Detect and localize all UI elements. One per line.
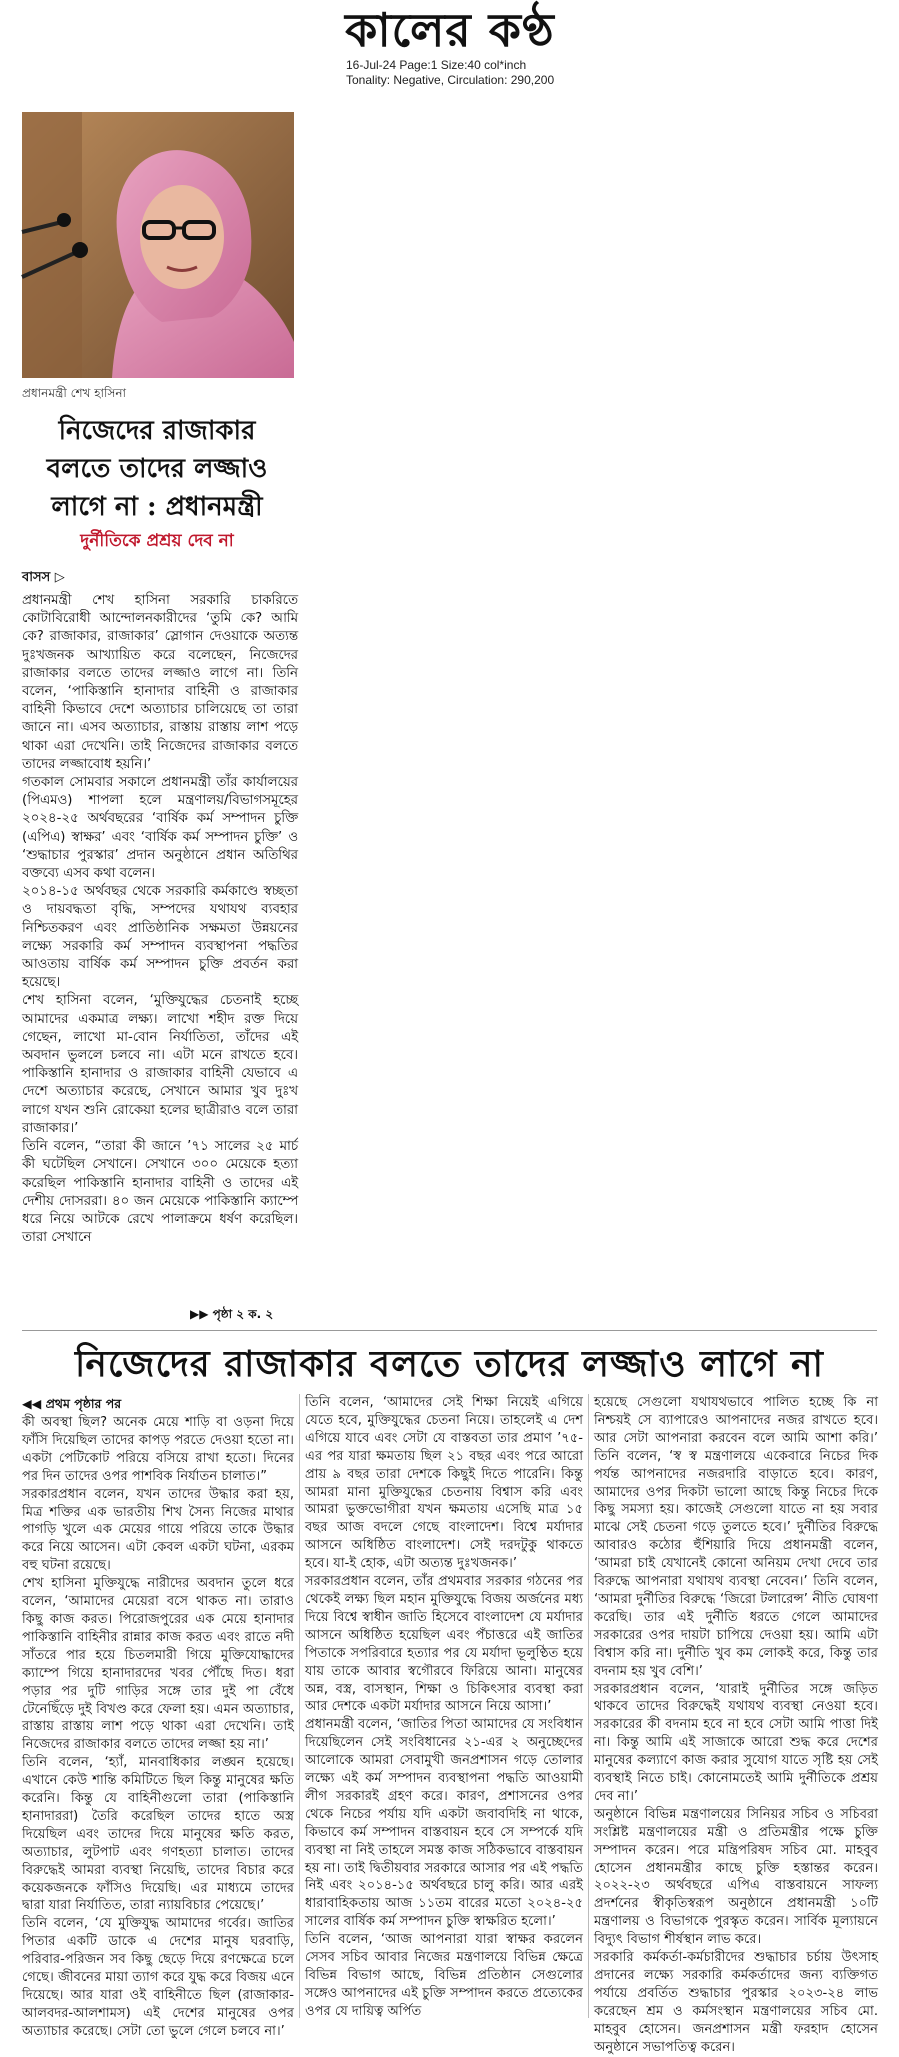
paragraph: তিনি বলেন, ‘যে মুক্তিযুদ্ধ আমাদের গর্বের। জাতির পিতার একটি ডাকে এ দেশের মানুষ ঘরবাড়ি, পরিবার-পরিজন সব কিছু ছেড়ে দিয়ে রণক্ষেত্রে চলে গেছে। জীবনের মায়া ত্যাগ করে যুদ্ধ করে বিজয় এনে দিয়েছে। আর যারা ওই বাহিনীতে ছিল (রাজাকার-আলবদর-আলশামস) এই দেশের মানুষের ওপর অত্যাচার করেছে। সেটা তো ভুলে গেলে চলবে না।’ (22, 1916, 294, 2039)
article-body-front (22, 592, 298, 1300)
section-divider (22, 1330, 877, 1331)
masthead (300, 4, 600, 56)
continuation-headline: নিজেদের রাজাকার বলতে তাদের লজ্জাও লাগে না (75, 1343, 824, 1385)
continuation-column-3 (594, 1394, 878, 2055)
paragraph: কী অবস্থা ছিল? অনেক মেয়ে শাড়ি বা ওড়না দিয়ে ফাঁসি দিয়েছিল তাদের কাপড় পরতে দেওয়া হতো না। একটা পেটিকোট পরিয়ে বসিয়ে রাখা হতো। দিনের পর দিন তাদের ওপর পাশবিক নির্যাতন চালাত।” (22, 1415, 294, 1484)
newspaper-title: কালের কণ্ঠ (345, 3, 555, 57)
clipping-meta (346, 58, 646, 88)
continuation-column-1 (22, 1414, 294, 2039)
paragraph: সরকারি কর্মকর্তা-কর্মচারীদের শুদ্ধাচার চর্চায় উৎসাহ প্রদানের লক্ষ্যে সরকারি কর্মকর্তাদের জন্য ব্যক্তিগত পর্যায়ে প্রবর্তিত শুদ্ধাচার পুরস্কার ২০২৩-২৪ লাভ করেছেন শ্রম ও কর্মসংস্থান মন্ত্রণালয়ের সচিব মো. মাহবুব হোসেন। জনপ্রশাসন মন্ত্রী ফরহাদ হোসেন অনুষ্ঠানে সভাপতিত্ব করেন। (594, 1950, 878, 2055)
paragraph: তিনি বলেন, ‘আমাদের সেই শিক্ষা নিয়েই এগিয়ে যেতে হবে, মুক্তিযুদ্ধের চেতনা নিয়ে। তাহলেই এ দেশ এগিয়ে যাবে এবং সেটা যে বাস্তবতা তার প্রমাণ ’৭৫-এর পর যারা ক্ষমতায় ছিল ২১ বছর এবং পরে আরো প্রায় ৯ বছর তারা দেশকে কিছুই দিতে পারেনি। কিন্তু আমরা মানা মুক্তিযুদ্ধের চেতনায় বিশ্বাস করি এবং আমরা ভুক্তভোগীরা যখন ক্ষমতায় এসেছি মাত্র ১৫ বছর আজ বদলে গেছে বাংলাদেশ। বিশ্বে মর্যাদার আসনে অধিষ্ঠিত বাংলাদেশ। সেই দরদটুকু থাকতে হবে। যা-ই হোক, এটা অত্যন্ত দুঃখজনক।’ (305, 1395, 583, 1572)
article-photo (22, 112, 294, 378)
paragraph: তিনি বলেন, ‘হ্যাঁ, মানবাধিকার লঙ্ঘন হয়েছে। এখানে কেউ শান্তি কমিটিতে ছিল কিন্তু মানুষের ক্ষতি করেনি। কিন্তু যে বাহিনীগুলো তারা (পাকিস্তানি হানাদাররা) তৈরি করেছিল তাদের হাতে অস্ত্র দিয়েছিল এবং তাদের দিয়ে মানুষের ক্ষতি করত, অত্যাচার, লুটপাট এবং গণহত্যা চালাত। তাদের বিরুদ্ধেই আমরা ব্যবস্থা নিয়েছি, তাদের বিচার করে কয়েকজনকে ফাঁসিও দিয়েছি। এর মাধ্যমে তাদের দ্বারা যারা নির্যাতিত, তারা ন্যায়বিচার পেয়েছে।’ (22, 1755, 294, 1914)
paragraph: শেখ হাসিনা বলেন, ‘মুক্তিযুদ্ধের চেতনাই হচ্ছে আমাদের একমাত্র লক্ষ্য। লাখো শহীদ রক্ত দিয়ে গেছেন, লাখো মা-বোন নির্যাতিতা, তাঁদের এই অবদান ভুললে চলবে না। এটা মনে রাখতে হবে। পাকিস্তানি হানাদার ও রাজাকার বাহিনী যেভাবে এ দেশে অত্যাচার করেছে, সেখানে আমার খুব দুঃখ লাগে যখন শুনি রোকেয়া হলের ছাত্রীরাও বলে তারা রাজাকার।’ (22, 993, 298, 1136)
paragraph: অনুষ্ঠানে বিভিন্ন মন্ত্রণালয়ের সিনিয়র সচিব ও সচিবরা সংশ্লিষ্ট মন্ত্রণালয়ের মন্ত্রী ও প্রতিমন্ত্রীর পক্ষে চুক্তি সম্পাদন করেন। পরে মন্ত্রিপরিষদ সচিব মো. মাহবুব হোসেন প্রধানমন্ত্রীর কাছে চুক্তি হস্তান্তর করেন। ২০২২-২৩ অর্থবছরে এপিএ বাস্তবায়নে সাফল্য প্রদর্শনের স্বীকৃতিস্বরূপ অনুষ্ঠানে প্রধানমন্ত্রী ১০টি মন্ত্রণালয় ও বিভাগকে পুরস্কৃত করেন। সার্বিক মূল্যায়নে বিদ্যুৎ বিভাগ শীর্ষস্থান লাভ করে। (594, 1806, 878, 1948)
headline-line-2: বলতে তাদের লজ্জাও (46, 454, 268, 484)
continuation-label: ◀◀ প্রথম পৃষ্ঠার পর (22, 1396, 122, 1411)
paragraph: গতকাল সোমবার সকালে প্রধানমন্ত্রী তাঁর কার্যালয়ের (পিএমও) শাপলা হলে মন্ত্রণালয়/বিভাগসমূহের ২০২৪-২৫ অর্থবছরের ‘বার্ষিক কর্ম সম্পাদন চুক্তি (এপিএ) স্বাক্ষর’ এবং ‘বার্ষিক কর্ম সম্পাদন চুক্তি’ ও ‘শুদ্ধাচার পুরস্কার’ প্রদান অনুষ্ঠানে প্রধান অতিথির বক্তব্যে এসব কথা বলেন। (22, 775, 298, 882)
headline-line-1: নিজেদের রাজাকার (58, 416, 256, 446)
byline: বাসস ▷ (22, 570, 65, 585)
meta-line-2: Tonality: Negative, Circulation: 290,200 (346, 73, 555, 87)
column-divider (299, 1394, 300, 2018)
paragraph: তিনি বলেন, “তারা কী জানে ’৭১ সালের ২৫ মার্চ কী ঘটেছিল সেখানে। সেখানে ৩০০ মেয়েকে হত্যা করেছিল পাকিস্তানি হানাদার বাহিনী ও তাদের এই দেশীয় দোসররা। ৪০ জন মেয়েকে পাকিস্তানি ক্যাম্পে ধরে নিয়ে আটকে রেখে পালাক্রমে ধর্ষণ করেছিল। তারা সেখানে (22, 1139, 298, 1246)
column-divider (588, 1394, 589, 2018)
paragraph: প্রধানমন্ত্রী বলেন, ‘জাতির পিতা আমাদের যে সংবিধান দিয়েছিলেন সেই সংবিধানের ২১-এর ২ অনুচ্ছেদের আলোকে আমরা সেবামুখী জনপ্রশাসন গড়ে তোলার লক্ষ্যে এই কর্ম সম্পাদন ব্যবস্থাপনা পদ্ধতি আওয়ামী লীগ সরকারই গ্রহণ করে। কারণ, প্রশাসনের ওপর থেকে নিচের পর্যায় যদি একটা জবাবদিহি না থাকে, কিভাবে কর্ম সম্পাদন বাস্তবায়ন হবে সে সম্পর্কে যদি ব্যবস্থা না নিই তাহলে সমস্ত কাজ সঠিকভাবে বাস্তবায়ন হয় না। তাই দ্বিতীয়বার সরকারে আসার পর এই পদ্ধতি নিই এবং ২০১৪-১৫ অর্থবছরে চালু করি। আর এরই ধারাবাহিকতায় আজ ১১তম বারের মতো ২০২৪-২৫ সালের বার্ষিক কর্ম সম্পাদন চুক্তি স্বাক্ষরিত হলো।’ (305, 1717, 583, 1930)
continuation-column-2 (305, 1394, 583, 2018)
headline-line-3: লাগে না : প্রধানমন্ত্রী (51, 492, 263, 522)
paragraph: সরকারপ্রধান বলেন, যখন তাদের উদ্ধার করা হয়, মিত্র শক্তির এক ভারতীয় শিখ সৈন্য নিজের মাথার পাগড়ি খুলে এক মেয়ের গায়ে পরিয়ে তাকে উদ্ধার করে নিয়ে আসেন। এটা কেবল একটা ঘটনা, এরকম বহু ঘটনা রয়েছে। (22, 1486, 294, 1574)
paragraph: সরকারপ্রধান বলেন, তাঁর প্রথমবার সরকার গঠনের পর থেকেই লক্ষ্য ছিল মহান মুক্তিযুদ্ধে বিজয় অর্জনের মধ্য দিয়ে বিশ্বে স্বাধীন জাতি হিসেবে বাংলাদেশ যে মর্যাদার আসনে অধিষ্ঠিত হয়েছিল এবং পঁচাত্তরে এই জাতির পিতাকে সপরিবারে হত্যার পর যে মর্যাদা ভূলুণ্ঠিত হয়ে যায় তাকে আবার স্বগৌরবে ফিরিয়ে আনা। মানুষের অন্ন, বস্ত্র, বাসস্থান, শিক্ষা ও চিকিৎসার ব্যবস্থা করা আর দেশকে একটা মর্যাদার আসনে নিয়ে আসা।’ (305, 1574, 583, 1715)
meta-line-1: 16-Jul-24 Page:1 Size:40 col*inch (346, 58, 527, 72)
paragraph: প্রধানমন্ত্রী শেখ হাসিনা সরকারি চাকরিতে কোটাবিরোধী আন্দোলনকারীদের ‘তুমি কে? আমি কে? রাজাকার, রাজাকার’ স্লোগান দেওয়াকে অত্যন্ত দুঃখজনক আখ্যায়িত করে বলেছেন, নিজেদের রাজাকার বলতে তাদের লজ্জাও লাগে না। তিনি বলেন, ‘পাকিস্তানি হানাদার বাহিনী ও রাজাকার বাহিনী কিভাবে দেশে অত্যাচার চালিয়েছে তা তারা জানে না। এসব অত্যাচার, রাস্তায় রাস্তায় লাশ পড়ে থাকা এরা দেখেনি। তাই নিজেদের রাজাকার বলতে তাদের লজ্জাবোধ হয়নি।’ (22, 593, 298, 772)
paragraph: ২০১৪-১৫ অর্থবছর থেকে সরকারি কর্মকাণ্ডে স্বচ্ছতা ও দায়বদ্ধতা বৃদ্ধি, সম্পদের যথাযথ ব্যবহার নিশ্চিতকরণ এবং প্রাতিষ্ঠানিক সক্ষমতা উন্নয়নের লক্ষ্যে সরকারি কর্ম সম্পাদন ব্যবস্থাপনা পদ্ধতির আওতায় বার্ষিক কর্ম সম্পাদন চুক্তি প্রবর্তন করা হয়েছে। (22, 884, 298, 991)
photo-caption: প্রধানমন্ত্রী শেখ হাসিনা (22, 386, 127, 400)
jump-line: ▶▶ পৃষ্ঠা ২ ক. ২ (190, 1307, 274, 1321)
paragraph: সরকারপ্রধান বলেন, ‘যারাই দুর্নীতির সঙ্গে জড়িত থাকবে তাদের বিরুদ্ধেই যথাযথ ব্যবস্থা নেওয়া হবে। সরকারের কী বদনাম হবে না হবে সেটা আমি পাত্তা দিই না। কিন্তু আমি এই সাজাকে আরো শুদ্ধ করে দেশের মানুষের কল্যাণে কাজ করার সুযোগ যাতে সৃষ্টি হয় সেই ব্যবস্থাই নিতে চাই। কোনোমতেই আমি দুর্নীতিকে প্রশ্রয় দেব না।’ (594, 1681, 878, 1804)
paragraph: হয়েছে সেগুলো যথাযথভাবে পালিত হচ্ছে কি না নিশ্চয়ই সে ব্যাপারেও আপনাদের নজর রাখতে হবে। আর সেটা আপনারা করবেন বলে আমি আশা করি।’ তিনি বলেন, ‘স্ব স্ব মন্ত্রণালয়ে একেবারে নিচের দিক পর্যন্ত আপনাদের নজরদারি বাড়াতে হবে। কারণ, আমাদের ওপর দিকটা ভালো আছে কিন্তু নিচের দিকে কিছু সমস্যা হয়। কাজেই সেগুলো যাতে না হয় সবার মাঝে সেই চেতনা গড়ে তুলতে হবে।’ দুর্নীতির বিরুদ্ধে আবারও কঠোর হুঁশিয়ারি দিয়ে প্রধানমন্ত্রী বলেন, ‘আমরা চাই যেখানেই কোনো অনিয়ম দেখা দেবে তার বিরুদ্ধে আপনারা যথাযথ ব্যবস্থা নেবেন।’ তিনি বলেন, ‘আমরা দুর্নীতির বিরুদ্ধে ‘জিরো টলারেন্স’ নীতি ঘোষণা করেছি। তার এই দুর্নীতি ধরতে গেলে আমাদের সরকারের ওপর দায়টা চাপিয়ে দেওয়া হয়। আমি এটা বিশ্বাস করি না। দুর্নীতি খুব কম লোকই করে, কিন্তু তার বদনাম হয় খুব বেশি।’ (594, 1395, 878, 1679)
paragraph: তিনি বলেন, ‘আজ আপনারা যারা স্বাক্ষর করলেন সেসব সচিব আবার নিজের মন্ত্রণালয়ে বিভিন্ন ক্ষেত্রে বিভিন্ন বিভাগ আছে, বিভিন্ন প্রতিষ্ঠান সেগুলোর সঙ্গেও আপনাদের এই চুক্তি সম্পাদন করতে প্রত্যেকের ওপর যে দায়িত্ব অর্পিত (305, 1932, 583, 2019)
article-subhead: দুর্নীতিকে প্রশ্রয় দেব না (80, 531, 234, 551)
portrait-image (22, 112, 294, 378)
paragraph: শেখ হাসিনা মুক্তিযুদ্ধে নারীদের অবদান তুলে ধরে বলেন, ‘আমাদের মেয়েরা বসে থাকত না। তারাও কিছু কাজ করত। পিরোজপুরের এক মেয়ে হানাদার পাকিস্তানি বাহিনীর রান্নার কাজ করত এবং রাতে নদী সাঁতরে পার হয়ে চিতলমারী গিয়ে মুক্তিযোদ্ধাদের ক্যাম্পে গিয়ে হানাদারদের খবর পৌঁছে দিত। ধরা পড়ার পর দুটি গাড়ির সঙ্গে তার দুই পা বেঁধে টেনেছিঁড়ে দুই বিখণ্ড করে ফেলা হয়। এমন অত্যাচার, রাস্তায় রাস্তায় লাশ পড়ে থাকা এরা দেখেনি। তাই নিজেদের রাজাকার বলতে তাদের লজ্জা হয় না।’ (22, 1576, 294, 1753)
article-headline (22, 412, 292, 526)
